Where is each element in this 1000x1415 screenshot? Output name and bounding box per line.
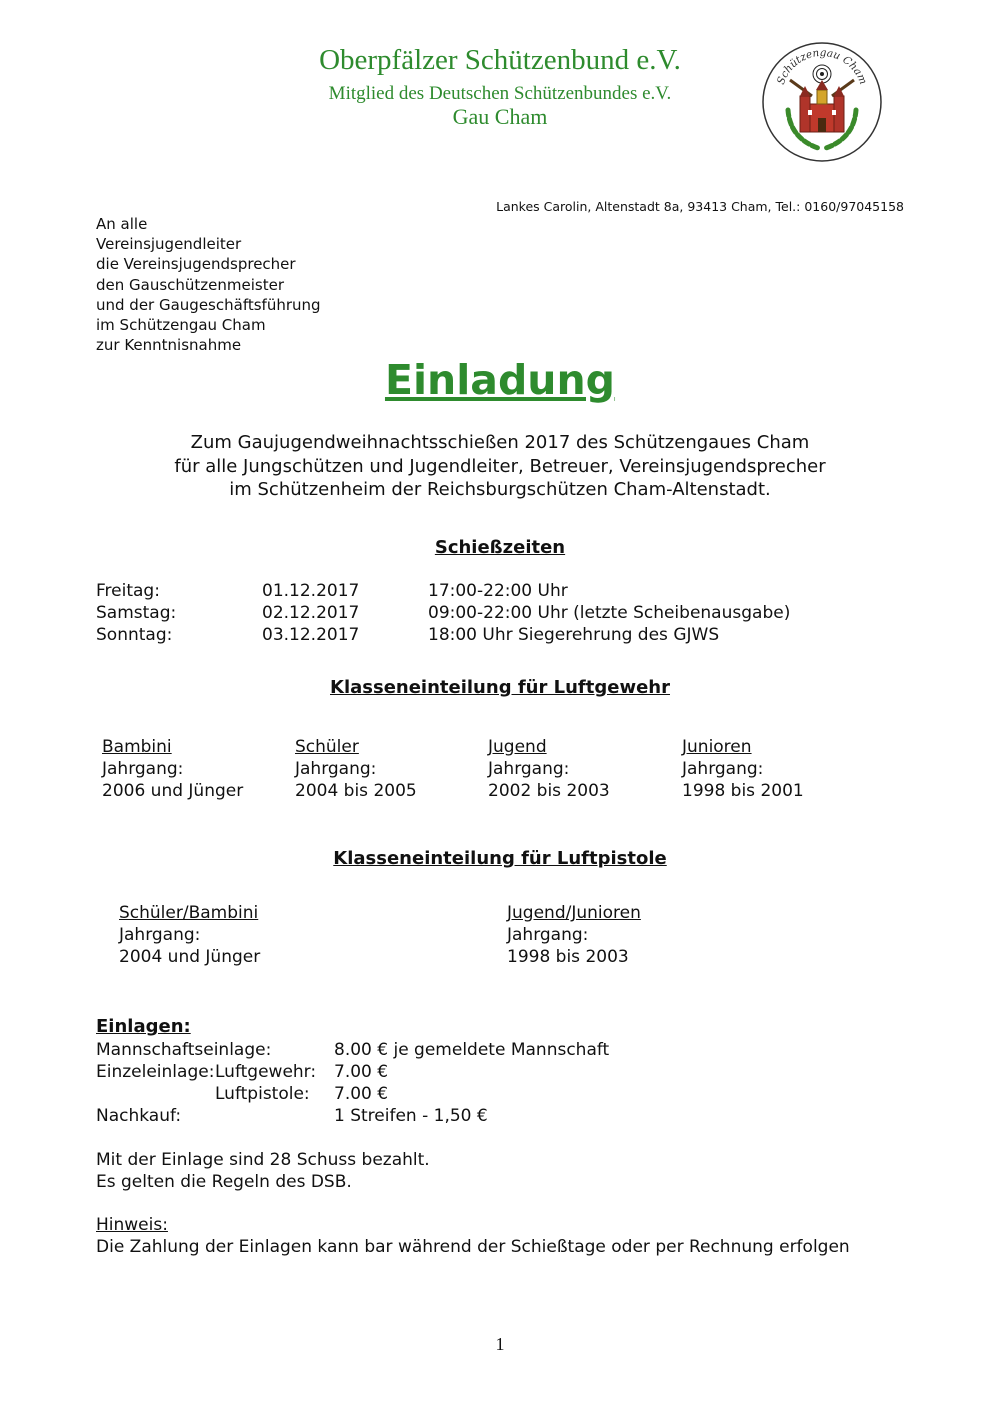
document-title: Einladung xyxy=(384,356,616,404)
hinweis-label: Hinweis: xyxy=(96,1215,168,1235)
class-name: Junioren xyxy=(682,737,752,757)
einzel-label: Einzeleinlage: xyxy=(96,1062,215,1082)
class-jugend-junioren xyxy=(507,902,641,968)
logo-text: Schützengau Cham xyxy=(774,46,870,87)
class-label: Jahrgang: xyxy=(102,759,184,779)
organization-name: Oberpfälzer Schützenbund e.V. xyxy=(319,44,681,76)
nachkauf-value: 1 Streifen - 1,50 € xyxy=(334,1106,488,1126)
note-line: Es gelten die Regeln des DSB. xyxy=(96,1172,352,1192)
recipient-line: die Vereinsjugendsprecher xyxy=(96,255,296,274)
schuetzengau-cham-logo xyxy=(760,40,884,164)
intro-text xyxy=(0,431,1000,502)
schedule-date: 03.12.2017 xyxy=(262,625,360,645)
intro-line: Zum Gaujugendweihnachtsschießen 2017 des Schützengaues Cham xyxy=(190,432,810,453)
schedule-time: 17:00-22:00 Uhr xyxy=(428,581,568,601)
luftpistole-fee-value: 7.00 € xyxy=(334,1084,389,1104)
membership-line: Mitglied des Deutschen Schützenbundes e.V. xyxy=(328,83,672,104)
schedule-day: Sonntag: xyxy=(96,625,173,645)
schedule-time: 18:00 Uhr Siegerehrung des GJWS xyxy=(428,625,720,645)
intro-line: für alle Jungschützen und Jugendleiter, Betreuer, Vereinsjugendsprecher xyxy=(174,455,826,477)
class-label: Jahrgang: xyxy=(682,759,764,779)
class-name: Jugend/Junioren xyxy=(507,903,641,923)
schedule-date: 01.12.2017 xyxy=(262,581,360,601)
sender-line: Lankes Carolin, Altenstadt 8a, 93413 Cham, Tel.: 0160/97045158 xyxy=(496,199,904,214)
recipient-line: im Schützengau Cham xyxy=(96,316,266,335)
class-years: 1998 bis 2001 xyxy=(682,781,804,801)
class-years: 2004 bis 2005 xyxy=(295,781,417,801)
nachkauf-label: Nachkauf: xyxy=(96,1106,182,1126)
class-years: 2006 und Jünger xyxy=(102,781,244,801)
recipient-line: An alle xyxy=(96,215,148,233)
luftpistole-fee-label: Luftpistole: xyxy=(215,1084,310,1104)
luftgewehr-heading: Klasseneinteilung für Luftgewehr xyxy=(330,677,670,698)
class-name: Schüler/Bambini xyxy=(119,903,259,923)
class-name: Schüler xyxy=(295,737,359,757)
hinweis-text: Die Zahlung der Einlagen kann bar während der Schießtage oder per Rechnung erfolgen xyxy=(96,1237,850,1257)
schedule-day: Samstag: xyxy=(96,603,177,623)
schedule-date: 02.12.2017 xyxy=(262,603,360,623)
class-jugend xyxy=(488,736,610,802)
recipient-line: zur Kenntnisnahme xyxy=(96,336,242,355)
luftgewehr-fee-label: Luftgewehr: xyxy=(215,1062,317,1082)
luftgewehr-fee-value: 7.00 € xyxy=(334,1062,389,1082)
class-years: 1998 bis 2003 xyxy=(507,947,629,967)
class-junioren xyxy=(682,736,804,802)
class-name: Jugend xyxy=(488,737,547,757)
gau-name: Gau Cham xyxy=(452,104,548,129)
recipient-line: und der Gaugeschäftsführung xyxy=(96,295,321,314)
class-label: Jahrgang: xyxy=(507,925,589,945)
intro-line: im Schützenheim der Reichsburgschützen Cham-Altenstadt. xyxy=(229,479,771,500)
class-name: Bambini xyxy=(102,737,172,757)
class-schueler-bambini xyxy=(119,902,260,968)
luftpistole-heading: Klasseneinteilung für Luftpistole xyxy=(333,848,667,869)
class-label: Jahrgang: xyxy=(488,759,570,779)
class-schueler xyxy=(295,736,417,802)
class-years: 2004 und Jünger xyxy=(119,947,261,967)
schedule-day: Freitag: xyxy=(96,581,160,601)
mannschaft-value: 8.00 € je gemeldete Mannschaft xyxy=(334,1040,610,1060)
class-bambini xyxy=(102,736,243,802)
recipient-line: Vereinsjugendleiter xyxy=(96,235,242,254)
class-label: Jahrgang: xyxy=(119,925,201,945)
page-number: 1 xyxy=(495,1334,505,1354)
note-line: Mit der Einlage sind 28 Schuss bezahlt. xyxy=(96,1150,430,1170)
class-years: 2002 bis 2003 xyxy=(488,781,610,801)
mannschaft-label: Mannschaftseinlage: xyxy=(96,1040,272,1060)
einlagen-heading: Einlagen: xyxy=(96,1016,191,1037)
schiesszeiten-heading: Schießzeiten xyxy=(434,537,566,558)
schedule-time: 09:00-22:00 Uhr (letzte Scheibenausgabe) xyxy=(428,603,791,623)
recipient-line: den Gauschützenmeister xyxy=(96,275,285,294)
recipient-block xyxy=(96,214,321,355)
class-label: Jahrgang: xyxy=(295,759,377,779)
